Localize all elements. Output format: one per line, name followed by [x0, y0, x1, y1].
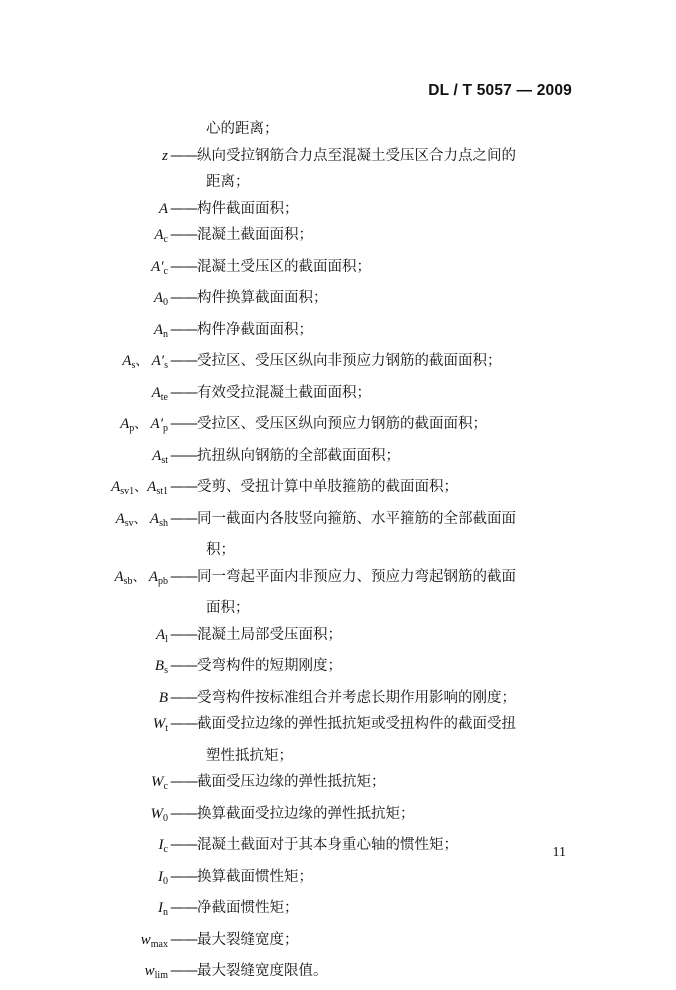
symbol-entry	[0, 254, 676, 286]
page-number: 11	[552, 845, 566, 860]
symbol-entry	[0, 348, 676, 380]
symbol-separator: 、	[135, 353, 152, 368]
symbol-letter: A	[153, 321, 163, 338]
symbol-entry	[0, 927, 676, 959]
symbol-subscript: max	[150, 938, 168, 950]
em-dash: ——	[170, 147, 197, 164]
symbol-letter: A	[148, 568, 158, 585]
symbol-definition: 纵向受拉钢筋合力点至混凝土受压区合力点之间的	[197, 147, 516, 164]
symbol-letter: A	[111, 479, 121, 495]
symbol-letter: A′	[151, 258, 164, 275]
symbol-subscript: 0	[163, 297, 168, 308]
symbol-subscript: t	[165, 723, 168, 734]
symbol-definition: 截面受拉边缘的弹性抵抗矩或受扭构件的截面受扭	[197, 716, 516, 732]
symbol-letter: W	[150, 805, 163, 822]
symbol-letter: w	[144, 963, 155, 979]
em-dash: ——	[170, 868, 197, 885]
symbol-letter: A	[120, 416, 130, 432]
symbol-letter: w	[140, 931, 151, 948]
symbol	[0, 832, 168, 864]
symbol-letter: A′	[151, 353, 165, 369]
em-dash: ——	[170, 837, 197, 853]
symbol-letter: A	[115, 510, 125, 527]
symbol	[0, 506, 168, 538]
symbol	[0, 143, 168, 170]
symbol-subscript: n	[163, 907, 168, 918]
em-dash: ——	[170, 626, 197, 643]
em-dash: ——	[170, 963, 197, 979]
em-dash: ——	[170, 258, 197, 275]
symbol	[0, 801, 168, 833]
symbol-letter: B	[154, 658, 165, 674]
symbol	[0, 769, 168, 801]
symbol-entry	[0, 317, 676, 349]
symbol-subscript: sb	[123, 575, 133, 587]
symbol-subscript: sv	[124, 517, 134, 529]
symbol-entry	[0, 801, 676, 833]
symbol-definition: 构件截面面积；	[197, 200, 299, 217]
symbol	[0, 285, 168, 317]
symbol-definition: 受弯构件按标准组合并考虑长期作用影响的刚度；	[197, 689, 516, 706]
symbol-definition: 受剪、受扭计算中单肢箍筋的截面面积；	[197, 479, 458, 495]
symbol	[0, 348, 168, 380]
symbol-entry	[0, 685, 676, 712]
symbol-letter: A	[158, 200, 168, 217]
symbol-entry	[0, 769, 676, 801]
symbol	[0, 254, 168, 286]
symbol-entries	[0, 143, 676, 990]
symbol-subscript: c	[163, 844, 168, 855]
symbol-separator: 、	[132, 568, 149, 584]
symbol-separator: 、	[134, 479, 148, 494]
symbol-definition: 受弯构件的短期刚度；	[197, 658, 342, 674]
symbol-definition: 有效受拉混凝土截面面积；	[197, 384, 371, 401]
symbol	[0, 958, 168, 990]
symbol-definition: 最大裂缝宽度；	[197, 931, 299, 948]
standard-code-header: DL / T 5057 — 2009	[428, 82, 572, 99]
symbol-entry	[0, 196, 676, 223]
symbol	[0, 443, 168, 475]
symbol-separator: 、	[134, 416, 151, 431]
symbol-letter: B	[158, 689, 168, 706]
symbol-definition: 截面受压边缘的弹性抵抗矩；	[197, 774, 386, 790]
symbol-subscript: sv1	[120, 486, 135, 497]
symbol-subscript: sh	[159, 517, 168, 529]
em-dash: ——	[170, 568, 197, 585]
em-dash: ——	[170, 900, 197, 916]
notation-list	[0, 116, 676, 990]
symbol-definition: 换算截面受拉边缘的弹性抵抗矩；	[197, 805, 415, 822]
symbol-subscript: n	[163, 328, 168, 340]
symbol-subscript: 0	[163, 812, 168, 824]
em-dash: ——	[170, 416, 197, 432]
definition-continuation: 积；	[206, 542, 235, 558]
symbol-entry	[0, 564, 676, 596]
symbol-subscript: lim	[154, 970, 168, 981]
em-dash: ——	[170, 774, 197, 790]
symbol-separator: 、	[133, 510, 150, 526]
symbol-subscript: c	[163, 234, 168, 245]
symbol-letter: A	[152, 447, 162, 464]
em-dash: ——	[170, 689, 197, 706]
symbol-subscript: s	[131, 360, 136, 371]
em-dash: ——	[170, 931, 197, 948]
symbol	[0, 864, 168, 896]
em-dash: ——	[170, 447, 197, 464]
symbol-definition: 抗扭纵向钢筋的全部截面面积；	[197, 447, 400, 464]
symbol-entry	[0, 832, 676, 864]
symbol-definition: 混凝土受压区的截面面积；	[197, 258, 371, 275]
symbol-letter: I	[158, 868, 163, 885]
symbol-entry	[0, 380, 676, 412]
symbol-letter: A	[151, 384, 161, 401]
symbol-letter: I	[158, 837, 164, 853]
symbol-entry	[0, 506, 676, 538]
symbol-definition: 混凝土截面对于其本身重心轴的惯性矩；	[197, 837, 458, 853]
symbol-letter: A	[153, 290, 163, 306]
symbol-definition: 构件净截面面积；	[197, 321, 313, 338]
symbol	[0, 653, 168, 685]
em-dash: ——	[170, 227, 197, 243]
em-dash: ——	[170, 479, 197, 495]
symbol-definition: 受拉区、受压区纵向非预应力钢筋的截面面积；	[197, 353, 502, 369]
symbol-definition: 同一弯起平面内非预应力、预应力弯起钢筋的截面	[197, 568, 516, 585]
symbol-subscript: s	[164, 360, 168, 371]
symbol	[0, 685, 168, 712]
symbol-letter: W	[151, 774, 164, 790]
em-dash: ——	[170, 510, 197, 527]
symbol-definition: 最大裂缝宽度限值。	[197, 963, 328, 979]
definition-continuation: 塑性抵抗矩；	[206, 747, 293, 764]
symbol	[0, 711, 168, 743]
continued-line: 心的距离；	[206, 121, 279, 137]
symbol-entry	[0, 958, 676, 990]
symbol	[0, 564, 168, 596]
symbol	[0, 196, 168, 223]
symbol-letter: A′	[150, 416, 163, 432]
symbol	[0, 895, 168, 927]
symbol-letter: A	[147, 479, 157, 495]
symbol-letter: I	[158, 900, 163, 916]
symbol-subscript: st1	[156, 486, 168, 497]
em-dash: ——	[170, 200, 197, 217]
symbol-subscript: st	[161, 454, 168, 466]
em-dash: ——	[170, 290, 197, 306]
symbol-definition: 净截面惯性矩；	[197, 900, 299, 916]
symbol-entry	[0, 864, 676, 896]
definition-continuation: 面积；	[206, 600, 250, 616]
symbol-letter: z	[162, 147, 168, 164]
symbol-letter: A	[122, 353, 132, 369]
symbol-subscript: c	[163, 265, 168, 277]
symbol	[0, 474, 168, 506]
symbol	[0, 411, 168, 443]
symbol	[0, 927, 168, 959]
symbol-definition: 同一截面内各肢竖向箍筋、水平箍筋的全部截面面	[197, 510, 516, 527]
symbol-subscript: l	[165, 633, 168, 645]
symbol-definition: 混凝土截面面积；	[197, 227, 313, 243]
symbol-subscript: p	[163, 423, 168, 434]
symbol-entry	[0, 443, 676, 475]
em-dash: ——	[170, 658, 197, 674]
symbol	[0, 622, 168, 654]
symbol-letter: A	[114, 568, 124, 585]
symbol	[0, 222, 168, 254]
symbol-subscript: s	[164, 665, 168, 676]
symbol-definition: 构件换算截面面积；	[197, 290, 328, 306]
symbol	[0, 317, 168, 349]
symbol-subscript: te	[160, 391, 168, 403]
symbol-definition: 换算截面惯性矩；	[197, 868, 313, 885]
symbol-definition: 混凝土局部受压面积；	[197, 626, 342, 643]
symbol-subscript: pb	[158, 575, 168, 587]
symbol-subscript: p	[129, 423, 135, 434]
symbol-subscript: c	[163, 781, 168, 792]
definition-continuation: 距离；	[206, 174, 250, 190]
symbol-entry	[0, 711, 676, 743]
em-dash: ——	[170, 353, 197, 369]
symbol-entry	[0, 895, 676, 927]
symbol-entry	[0, 653, 676, 685]
em-dash: ——	[170, 716, 197, 732]
symbol-entry	[0, 143, 676, 170]
em-dash: ——	[170, 384, 197, 401]
symbol	[0, 380, 168, 412]
symbol-entry	[0, 411, 676, 443]
em-dash: ——	[170, 805, 197, 822]
symbol-entry	[0, 285, 676, 317]
symbol-entry	[0, 622, 676, 654]
symbol-letter: A	[149, 510, 160, 527]
symbol-letter: W	[152, 716, 166, 732]
symbol-entry	[0, 474, 676, 506]
symbol-subscript: 0	[163, 875, 168, 887]
symbol-letter: A	[154, 227, 164, 243]
symbol-letter: A	[156, 626, 166, 643]
symbol-entry	[0, 222, 676, 254]
symbol-definition: 受拉区、受压区纵向预应力钢筋的截面面积；	[197, 416, 487, 432]
em-dash: ——	[170, 321, 197, 338]
